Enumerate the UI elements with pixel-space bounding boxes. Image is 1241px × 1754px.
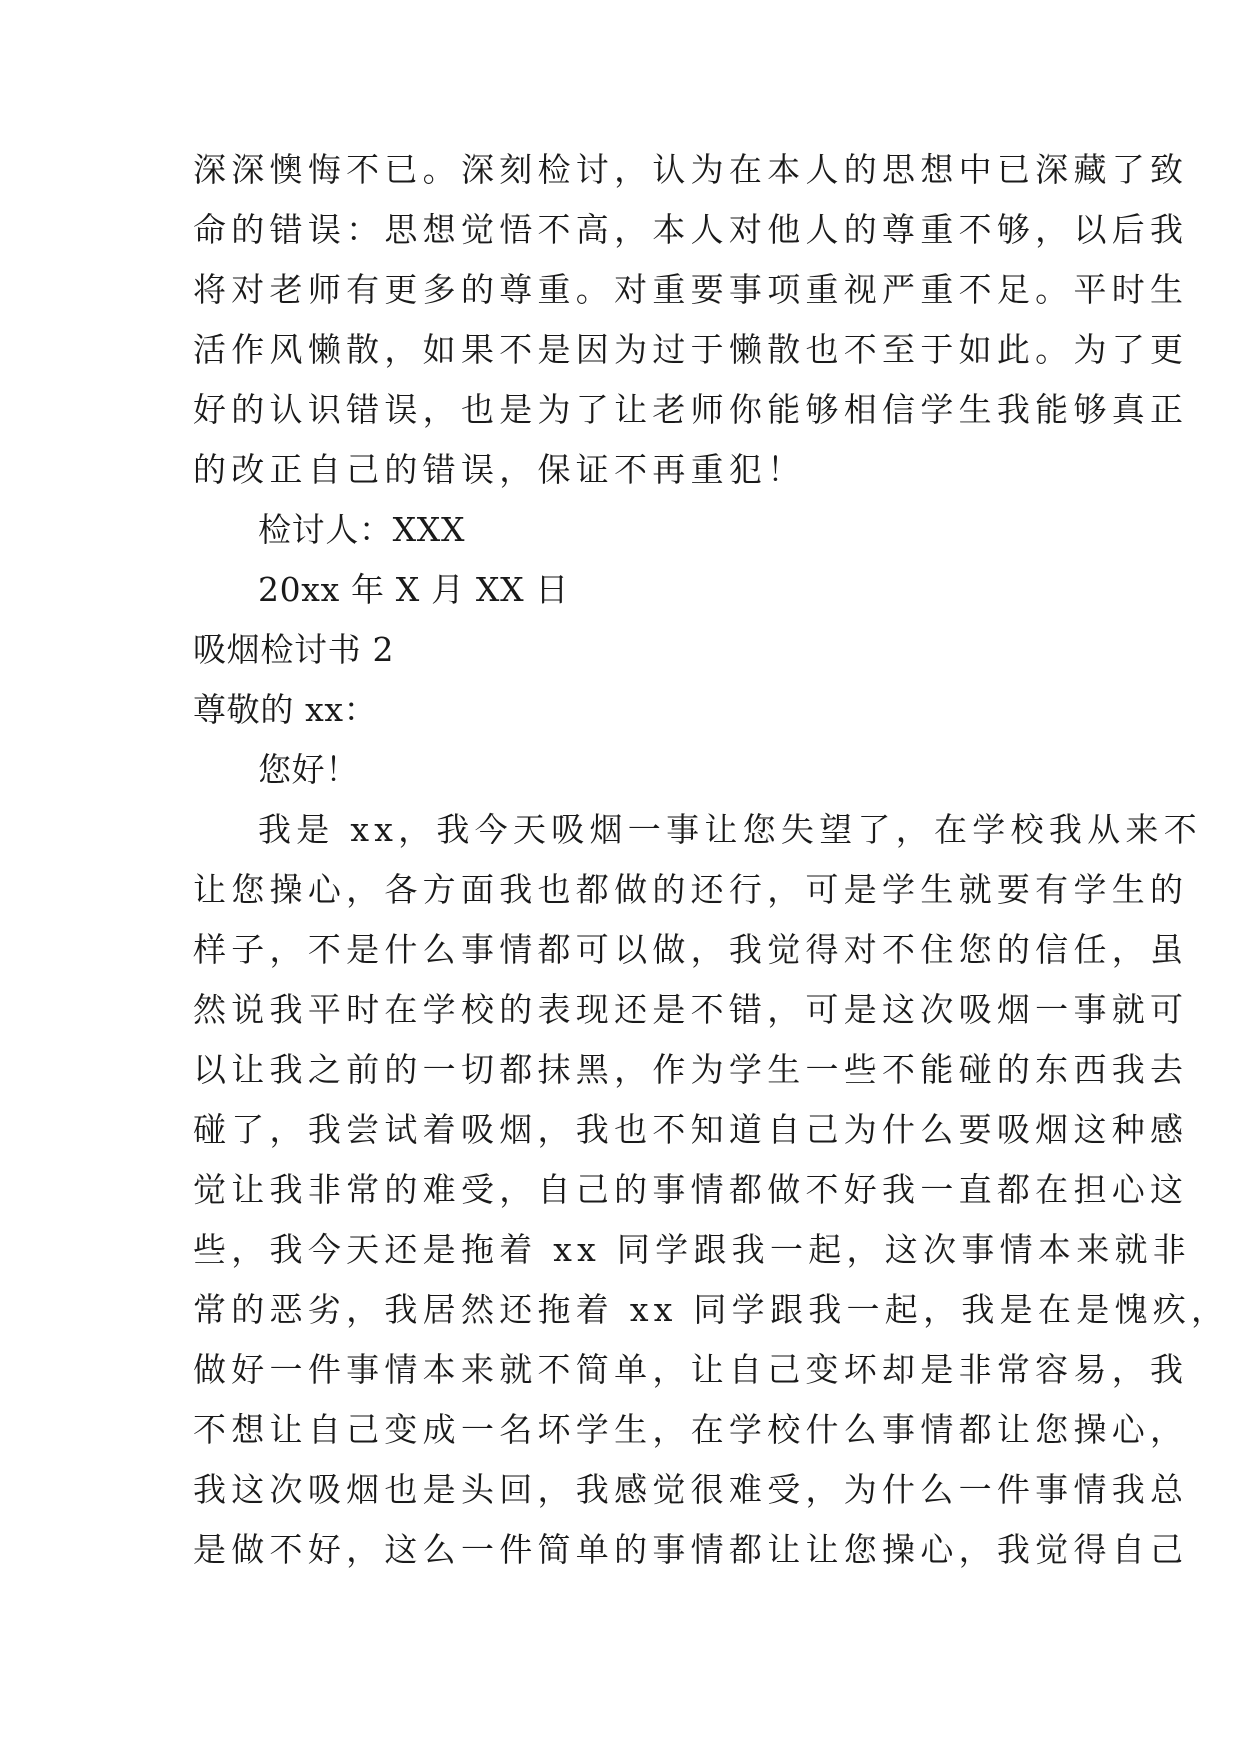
text-line: 样子，不是什么事情都可以做，我觉得对不住您的信任，虽 [193, 930, 1189, 969]
text-line: 是做不好，这么一件简单的事情都让让您操心，我觉得自己 [193, 1530, 1189, 1569]
text-line: 常的恶劣，我居然还拖着 xx 同学跟我一起，我是在是愧疚， [193, 1290, 1230, 1329]
signature-line: 检讨人：XXX [258, 510, 466, 549]
text-line: 不想让自己变成一名坏学生，在学校什么事情都让您操心， [193, 1410, 1189, 1449]
text-line: 让您操心，各方面我也都做的还行，可是学生就要有学生的 [193, 870, 1189, 909]
text-line: 觉让我非常的难受，自己的事情都做不好我一直都在担心这 [193, 1170, 1189, 1209]
text-line: 些，我今天还是拖着 xx 同学跟我一起，这次事情本来就非 [193, 1230, 1192, 1269]
text-line: 活作风懒散，如果不是因为过于懒散也不至于如此。为了更 [193, 330, 1189, 369]
text-line: 命的错误：思想觉悟不高，本人对他人的尊重不够，以后我 [193, 210, 1189, 249]
text-line: 然说我平时在学校的表现还是不错，可是这次吸烟一事就可 [193, 990, 1189, 1029]
greeting: 您好！ [258, 750, 359, 789]
text-line: 好的认识错误，也是为了让老师你能够相信学生我能够真正 [193, 390, 1189, 429]
text-line: 做好一件事情本来就不简单，让自己变坏却是非常容易，我 [193, 1350, 1189, 1389]
section-title: 吸烟检讨书 2 [193, 630, 395, 669]
text-line: 我是 xx，我今天吸烟一事让您失望了，在学校我从来不 [258, 810, 1202, 849]
text-line: 将对老师有更多的尊重。对重要事项重视严重不足。平时生 [193, 270, 1189, 309]
date-line: 20xx 年 X 月 XX 日 [258, 570, 570, 609]
text-line: 的改正自己的错误，保证不再重犯！ [193, 450, 806, 489]
salutation: 尊敬的 xx： [193, 690, 378, 729]
text-line: 深深懊悔不已。深刻检讨，认为在本人的思想中已深藏了致 [193, 150, 1189, 189]
text-line: 以让我之前的一切都抹黑，作为学生一些不能碰的东西我去 [193, 1050, 1189, 1089]
text-line: 碰了，我尝试着吸烟，我也不知道自己为什么要吸烟这种感 [193, 1110, 1189, 1149]
text-line: 我这次吸烟也是头回，我感觉很难受，为什么一件事情我总 [193, 1470, 1189, 1509]
